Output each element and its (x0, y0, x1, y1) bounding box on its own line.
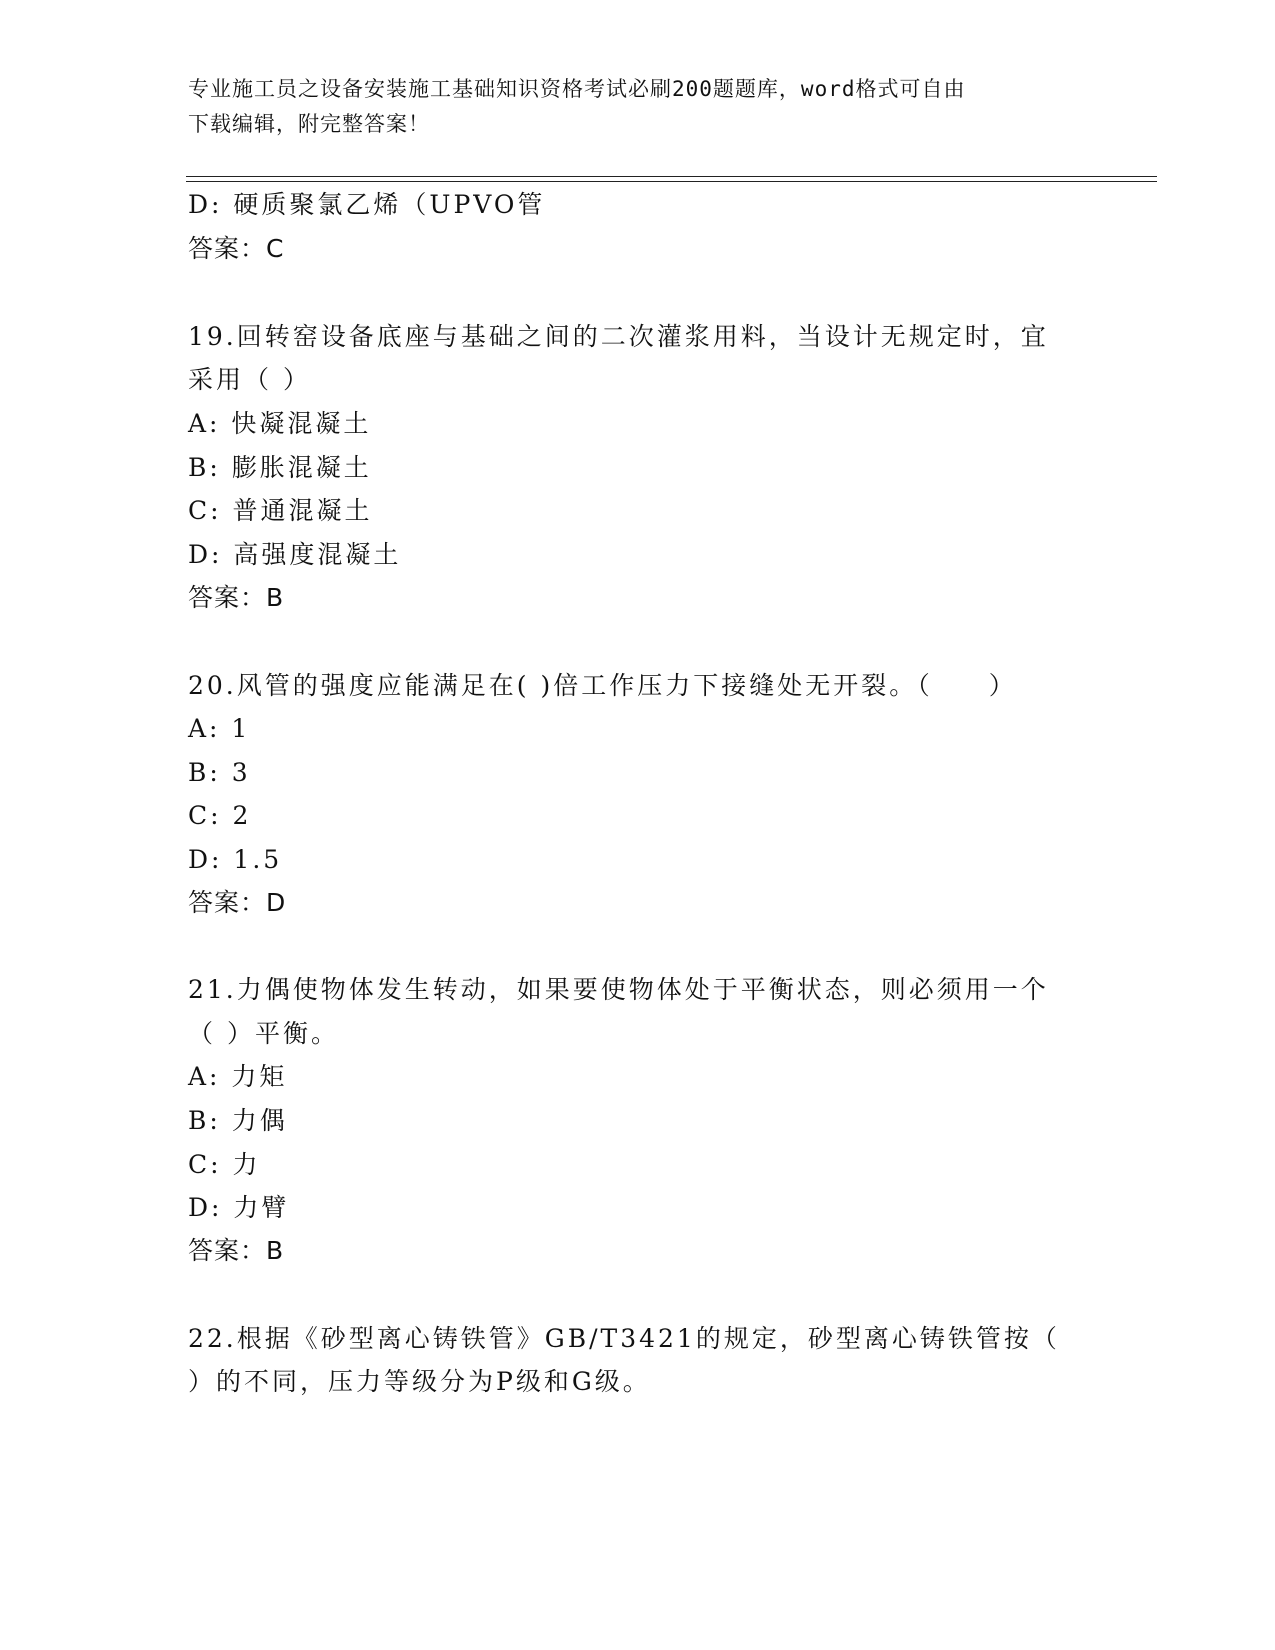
header-divider-bottom (186, 181, 1157, 182)
q21-option-a: A: 力矩 (188, 1062, 288, 1091)
q21-option-d: D: 力臂 (188, 1193, 290, 1222)
q19-option-b: B: 膨胀混凝土 (188, 453, 372, 482)
q22-stem-line-1: 22.根据《砂型离心铸铁管》GB/T3421的规定，砂型离心铸铁管按（ (188, 1324, 1060, 1353)
q19-stem-line-2: 采用（ ） (188, 365, 311, 394)
q19-option-d: D: 高强度混凝土 (188, 540, 402, 569)
q18-option-d: D: 硬质聚氯乙烯（UPVO管 (188, 190, 546, 219)
header-divider-top (186, 176, 1157, 177)
q21-stem-line-1: 21.力偶使物体发生转动，如果要使物体处于平衡状态，则必须用一个 (188, 975, 1049, 1004)
q20-option-c: C: 2 (188, 801, 252, 830)
q21-option-b: B: 力偶 (188, 1106, 288, 1135)
header-line-2: 下载编辑，附完整答案！ (188, 112, 430, 136)
q21-option-c: C: 力 (188, 1150, 261, 1179)
q19-stem-line-1: 19.回转窑设备底座与基础之间的二次灌浆用料，当设计无规定时，宜 (188, 322, 1049, 351)
q18-answer: 答案：C (188, 234, 285, 263)
q19-option-c: C: 普通混凝土 (188, 496, 373, 525)
q20-option-d: D: 1.5 (188, 845, 283, 874)
q21-stem-line-2: （ ）平衡。 (188, 1019, 339, 1048)
q19-option-a: A: 快凝混凝土 (188, 409, 372, 438)
q19-answer: 答案：B (188, 583, 285, 612)
q22-stem-line-2: ）的不同，压力等级分为P级和G级。 (188, 1367, 651, 1396)
header-line-1: 专业施工员之设备安装施工基础知识资格考试必刷200题题库，word格式可自由 (188, 77, 966, 101)
q21-answer: 答案：B (188, 1236, 285, 1265)
q20-stem-line-1: 20.风管的强度应能满足在( )倍工作压力下接缝处无开裂。（ ） (188, 671, 1017, 700)
q20-option-b: B: 3 (188, 758, 251, 787)
q20-option-a: A: 1 (188, 714, 251, 743)
document-header (188, 72, 1088, 142)
q20-answer: 答案：D (188, 888, 287, 917)
